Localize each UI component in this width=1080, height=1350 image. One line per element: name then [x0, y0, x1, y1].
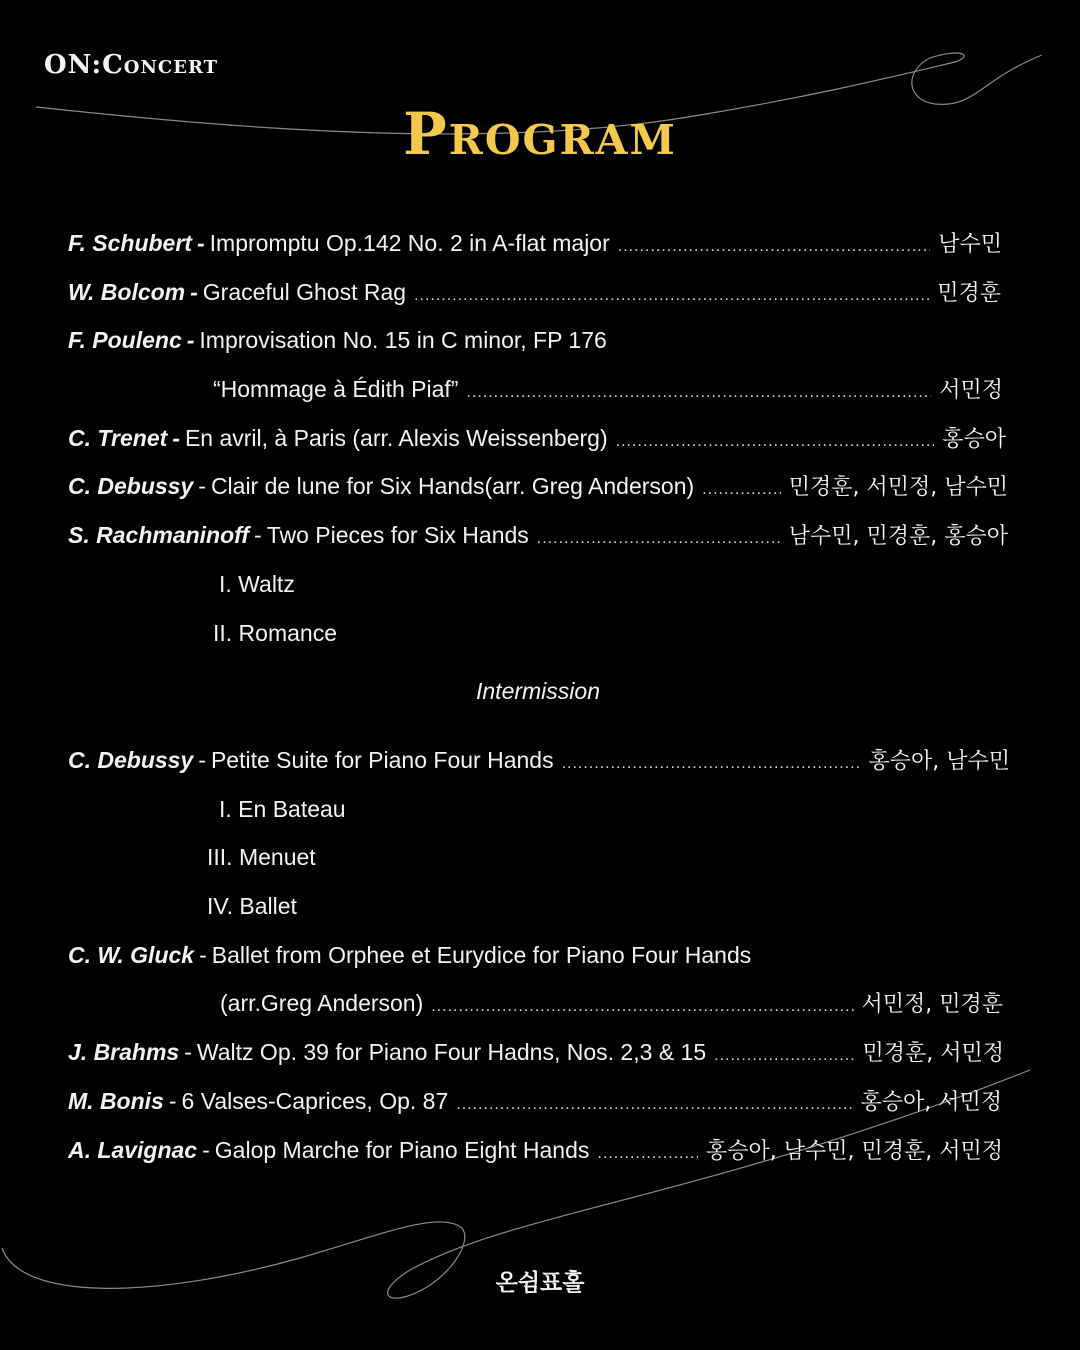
separator: -	[190, 279, 198, 305]
separator: -	[168, 1088, 177, 1114]
leader-dots	[466, 376, 931, 410]
program-row-continuation	[213, 372, 1003, 406]
composer: J. Brahms	[68, 1039, 180, 1065]
leader-dots	[714, 1039, 854, 1073]
composer: F. Schubert	[68, 230, 192, 256]
program-row	[68, 226, 1002, 260]
performers: 서민정	[939, 378, 1003, 403]
performers: 남수민, 민경훈, 홍승아	[788, 524, 1008, 549]
leader-dots	[537, 522, 781, 556]
program-row	[68, 469, 1008, 503]
program-row	[68, 323, 607, 357]
leader-dots	[618, 230, 930, 264]
composer: M. Bonis	[68, 1088, 164, 1114]
composer: F. Poulenc	[68, 327, 182, 353]
composer: C. Debussy	[68, 747, 194, 773]
separator: -	[196, 230, 205, 256]
separator: -	[198, 473, 206, 499]
movement: IV. Ballet	[207, 893, 297, 919]
work-title: Petite Suite for Piano Four Hands	[210, 747, 554, 773]
program-row	[68, 743, 1010, 777]
composer: W. Bolcom	[68, 279, 186, 305]
composer: C. Trenet	[68, 425, 168, 451]
composer: C. W. Gluck	[68, 942, 195, 968]
leader-dots	[562, 747, 861, 781]
movement: II. Romance	[213, 620, 337, 646]
work-title: En avril, à Paris (arr. Alexis Weissenberg)	[184, 425, 608, 451]
work-subtitle: “Hommage à Édith Piaf”	[213, 376, 459, 402]
separator: -	[254, 522, 262, 548]
performers: 홍승아, 남수민, 민경훈, 서민정	[706, 1139, 1003, 1164]
performers: 남수민	[938, 232, 1002, 257]
intermission-label: Intermission	[476, 678, 600, 704]
work-title: Two Pieces for Six Hands	[266, 522, 529, 548]
work-title: Graceful Ghost Rag	[202, 279, 407, 305]
work-title: Galop Marche for Piano Eight Hands	[214, 1137, 590, 1163]
separator: -	[202, 1137, 210, 1163]
performers: 서민정, 민경훈	[861, 992, 1003, 1017]
page-title: Program	[403, 100, 677, 168]
program-row	[68, 421, 1006, 455]
performers: 홍승아, 남수민	[868, 749, 1010, 774]
leader-dots	[597, 1137, 698, 1171]
separator: -	[172, 425, 180, 451]
work-title: Ballet from Orphee et Eurydice for Piano Four Hands	[211, 942, 752, 968]
performers: 홍승아, 서민정	[860, 1090, 1002, 1115]
performers: 민경훈, 서민정	[862, 1041, 1004, 1066]
work-title: Clair de lune for Six Hands(arr. Greg Anderson)	[210, 473, 695, 499]
composer: S. Rachmaninoff	[68, 522, 250, 548]
work-title: 6 Valses-Caprices, Op. 87	[181, 1088, 449, 1114]
composer: C. Debussy	[68, 473, 194, 499]
work-title: Improvisation No. 15 in C minor, FP 176	[199, 327, 607, 353]
movement: III. Menuet	[207, 844, 316, 870]
performers: 민경훈, 서민정, 남수민	[788, 475, 1008, 500]
leader-dots	[431, 990, 853, 1024]
composer: A. Lavignac	[68, 1137, 198, 1163]
separator: -	[198, 747, 206, 773]
movement: I. En Bateau	[219, 796, 346, 822]
separator: -	[184, 1039, 192, 1065]
work-subtitle: (arr.Greg Anderson)	[220, 990, 424, 1016]
work-title: Waltz Op. 39 for Piano Four Hadns, Nos. 2,3 & 15	[196, 1039, 707, 1065]
movement: I. Waltz	[219, 571, 295, 597]
leader-dots	[702, 473, 781, 507]
program-row-continuation	[220, 986, 1003, 1020]
work-title: Impromptu Op.142 No. 2 in A-flat major	[209, 230, 610, 256]
program-row	[68, 1133, 1003, 1167]
program-row	[68, 1084, 1002, 1118]
venue-name: 온쉼표홀	[495, 1270, 585, 1296]
separator: -	[199, 942, 207, 968]
program-row	[68, 518, 1008, 552]
program-row	[68, 938, 751, 972]
performers: 민경훈	[937, 281, 1001, 306]
performers: 홍승아	[942, 427, 1006, 452]
separator: -	[186, 327, 195, 353]
program-row	[68, 1035, 1004, 1069]
leader-dots	[456, 1088, 852, 1122]
brand-logo: ON:Concert	[44, 50, 218, 80]
leader-dots	[616, 425, 935, 459]
program-row	[68, 275, 1001, 309]
leader-dots	[414, 279, 929, 313]
